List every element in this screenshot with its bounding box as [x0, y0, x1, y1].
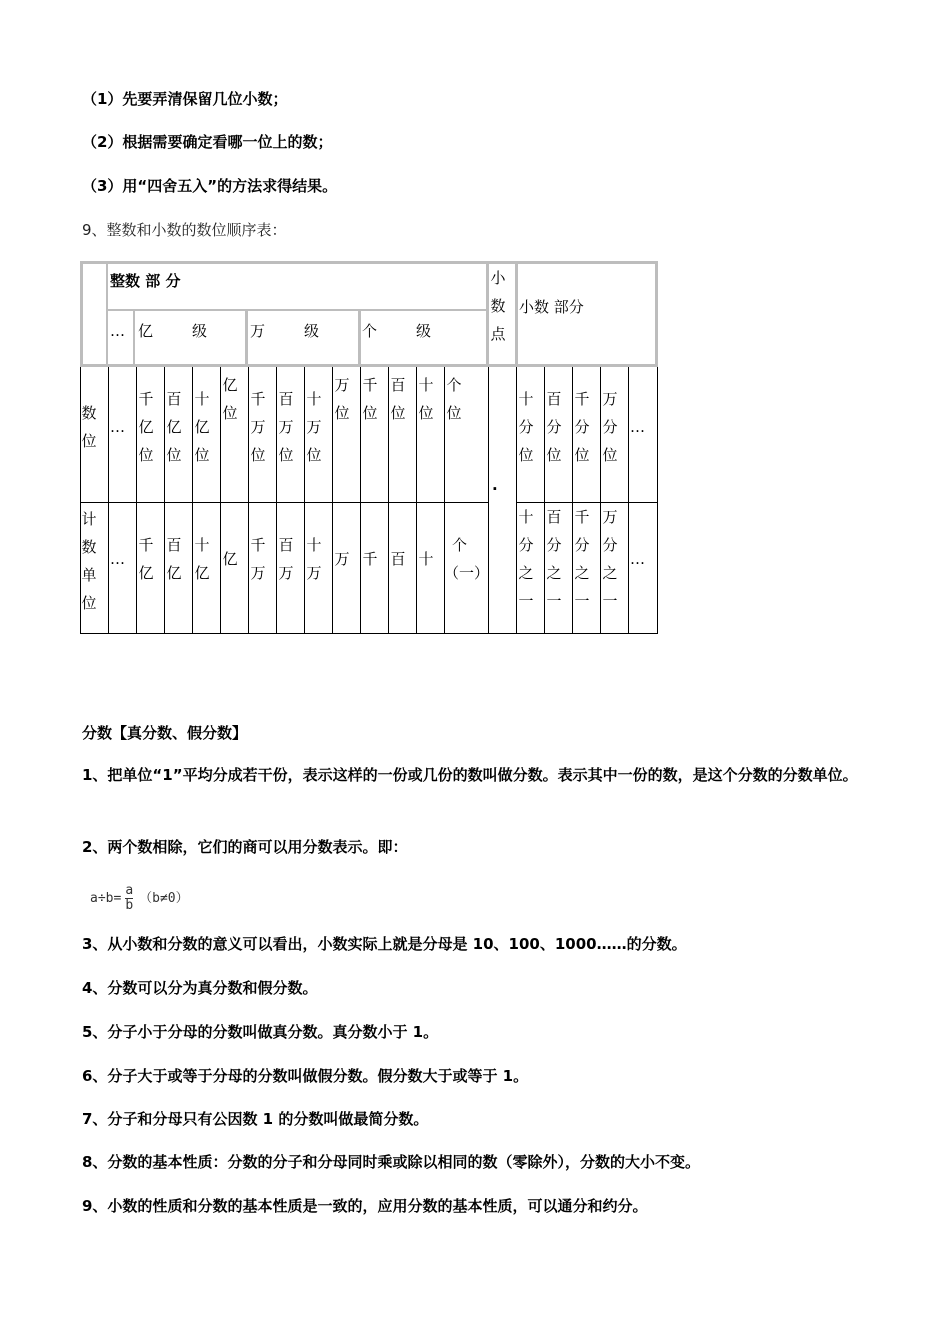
digit-place-cell [137, 385, 155, 469]
ellipsis: … [110, 550, 125, 568]
ellipsis: … [630, 550, 645, 568]
label-char: 数 [81, 404, 97, 422]
decimal-unit-cell [545, 503, 563, 615]
cell-char: 位 [390, 404, 406, 422]
cell-char: 十 [194, 390, 210, 408]
place-value-table [80, 261, 658, 634]
fraction-item: 7、分子和分母只有公因数 1 的分数叫做最简分数。 [82, 1110, 429, 1128]
digit-place-cell [417, 371, 435, 427]
cell-char: 万 [250, 564, 266, 582]
cell-char: 位 [574, 446, 590, 464]
cell-char: 百 [546, 390, 562, 408]
label-char: 数 [81, 538, 97, 556]
group-ge: 个 [362, 322, 378, 340]
label-char: 计 [81, 510, 97, 528]
row-label-digit-place [80, 399, 98, 455]
cell-char: 百 [390, 550, 406, 568]
cell-char: 亿 [166, 418, 182, 436]
digit-place-cell [333, 371, 351, 427]
cell-char: 之 [574, 564, 590, 582]
fraction-item: 3、从小数和分数的意义可以看出，小数实际上就是分母是 10、100、1000……的分数。 [82, 935, 687, 953]
cell-char: 百 [278, 390, 294, 408]
cell-char: 万 [334, 376, 350, 394]
unit-cell [165, 531, 183, 587]
fraction-item: 6、分子大于或等于分母的分数叫做假分数。假分数大于或等于 1。 [82, 1067, 529, 1085]
digit-place-cell [389, 371, 407, 427]
unit-cell [137, 531, 155, 587]
decimal-unit-cell [517, 503, 535, 615]
ellipsis: … [110, 418, 125, 436]
cell-char: 千 [362, 550, 378, 568]
cell-char: 位 [166, 446, 182, 464]
cell-char: 位 [418, 404, 434, 422]
decimal-dot: · [492, 480, 498, 498]
cell-char: 位 [518, 446, 534, 464]
label-char: 位 [81, 432, 97, 450]
cell-char: 百 [390, 376, 406, 394]
text-line: （3）用“四舍五入”的方法求得结果。 [82, 177, 338, 195]
unit-cell [361, 545, 379, 573]
decimal-unit-cell [601, 503, 619, 615]
cell-char: 分 [574, 536, 590, 554]
cell-char: 千 [138, 536, 154, 554]
cell-char: 万 [278, 418, 294, 436]
cell-char: 分 [574, 418, 590, 436]
cell-char: 分 [546, 536, 562, 554]
group-level: 级 [192, 322, 208, 340]
fraction-item: 9、小数的性质和分数的基本性质是一致的，应用分数的基本性质，可以通分和约分。 [82, 1197, 648, 1215]
cell-char: 位 [138, 446, 154, 464]
fraction-heading: 分数【真分数、假分数】 [82, 724, 248, 742]
cell-char: 千 [138, 390, 154, 408]
cell-char: 万 [250, 418, 266, 436]
label-char: 单 [81, 566, 97, 584]
decimal-unit-cell [573, 503, 591, 615]
cell-char: 十 [194, 536, 210, 554]
cell-char: 万 [278, 564, 294, 582]
unit-cell [277, 531, 295, 587]
cell-char: 千 [250, 536, 266, 554]
digit-place-cell [193, 385, 211, 469]
cell-char: 万 [306, 564, 322, 582]
unit-cell: 个 [452, 536, 468, 554]
cell-char: 位 [546, 446, 562, 464]
fraction-item: 5、分子小于分母的分数叫做真分数。真分数小于 1。 [82, 1023, 439, 1041]
formula-left: a÷b= [90, 891, 122, 906]
cell-char: 一 [574, 592, 590, 610]
cell-char: 万 [602, 508, 618, 526]
cell-char: 万 [334, 550, 350, 568]
cell-char: 十 [306, 536, 322, 554]
cell-char: 十 [518, 390, 534, 408]
ellipsis: … [110, 322, 125, 340]
unit-cell [193, 531, 211, 587]
unit-cell [333, 545, 351, 573]
decimal-part-header: 小数 部分 [519, 298, 584, 316]
cell-char: 亿 [138, 564, 154, 582]
cell-char: 位 [362, 404, 378, 422]
unit-cell [417, 545, 435, 573]
cell-char: 亿 [194, 564, 210, 582]
cell-char: 百 [166, 390, 182, 408]
header-char: 小 [490, 269, 506, 287]
fraction-formula [90, 884, 189, 913]
formula-condition: （b≠0） [139, 891, 189, 906]
digit-place-cell [221, 371, 239, 427]
group-yi: 亿 [138, 322, 154, 340]
digit-place-cell [165, 385, 183, 469]
cell-char: 万 [306, 418, 322, 436]
cell-char: 分 [602, 418, 618, 436]
cell-char: 分 [518, 418, 534, 436]
fraction-item: 4、分数可以分为真分数和假分数。 [82, 979, 318, 997]
cell-char: 位 [602, 446, 618, 464]
fraction-item: 8、分数的基本性质：分数的分子和分母同时乘或除以相同的数（零除外），分数的大小不变。 [82, 1153, 700, 1171]
decimal-place-cell [517, 385, 535, 469]
cell-char: 千 [574, 508, 590, 526]
formula-numerator: a [125, 883, 134, 898]
cell-char: 十 [418, 550, 434, 568]
cell-char: 分 [602, 536, 618, 554]
cell-char: 千 [250, 390, 266, 408]
decimal-point-header [489, 264, 507, 348]
cell-char: 百 [166, 536, 182, 554]
cell-char: 十 [306, 390, 322, 408]
formula-denominator: b [125, 898, 134, 913]
digit-place-cell [361, 371, 379, 427]
digit-place-cell [445, 371, 463, 427]
cell-char: 位 [278, 446, 294, 464]
header-char: 数 [490, 297, 506, 315]
cell-char: 亿 [194, 418, 210, 436]
digit-place-cell [249, 385, 267, 469]
fraction-paragraph: 2、两个数相除，它们的商可以用分数表示。即： [82, 838, 408, 856]
cell-char: 位 [306, 446, 322, 464]
cell-char: 千 [574, 390, 590, 408]
cell-char: 位 [194, 446, 210, 464]
cell-char: 位 [334, 404, 350, 422]
decimal-place-cell [573, 385, 591, 469]
section-title: 9、整数和小数的数位顺序表： [82, 221, 287, 239]
text-line: （1）先要弄清保留几位小数； [82, 90, 288, 108]
fraction-paragraph: 1、把单位“1”平均分成若干份，表示这样的一份或几份的数叫做分数。表示其中一份的数，是这个分数的分数单位。 [82, 766, 858, 784]
digit-place-cell [305, 385, 323, 469]
cell-char: 千 [362, 376, 378, 394]
cell-char: 十 [418, 376, 434, 394]
cell-char: 个 [446, 376, 462, 394]
group-level: 级 [304, 322, 320, 340]
cell-char: 一 [518, 592, 534, 610]
decimal-place-cell [601, 385, 619, 469]
cell-char: 十 [518, 508, 534, 526]
header-char: 点 [490, 325, 506, 343]
cell-char: 位 [250, 446, 266, 464]
unit-cell [305, 531, 323, 587]
cell-char: 分 [546, 418, 562, 436]
formula-fraction [125, 884, 133, 913]
cell-char: 位 [446, 404, 462, 422]
row-label-counting-unit [80, 505, 98, 617]
cell-char: 亿 [138, 418, 154, 436]
cell-char: 之 [518, 564, 534, 582]
cell-char: 亿 [222, 550, 238, 568]
cell-char: 一 [546, 592, 562, 610]
decimal-place-cell [545, 385, 563, 469]
cell-char: 百 [278, 536, 294, 554]
cell-char: 亿 [166, 564, 182, 582]
cell-char: 位 [222, 404, 238, 422]
cell-char: 一 [602, 592, 618, 610]
group-wan: 万 [250, 322, 266, 340]
cell-char: 亿 [222, 376, 238, 394]
ellipsis: … [630, 418, 645, 436]
cell-char: 万 [602, 390, 618, 408]
text-line: （2）根据需要确定看哪一位上的数； [82, 133, 333, 151]
integer-part-header: 整数 部 分 [110, 272, 181, 290]
cell-char: 百 [546, 508, 562, 526]
unit-cell: （一） [444, 564, 490, 582]
unit-cell [249, 531, 267, 587]
cell-char: 之 [546, 564, 562, 582]
cell-char: 之 [602, 564, 618, 582]
unit-cell [221, 545, 239, 573]
group-level: 级 [416, 322, 432, 340]
unit-cell [389, 545, 407, 573]
digit-place-cell [277, 385, 295, 469]
cell-char: 分 [518, 536, 534, 554]
label-char: 位 [81, 594, 97, 612]
